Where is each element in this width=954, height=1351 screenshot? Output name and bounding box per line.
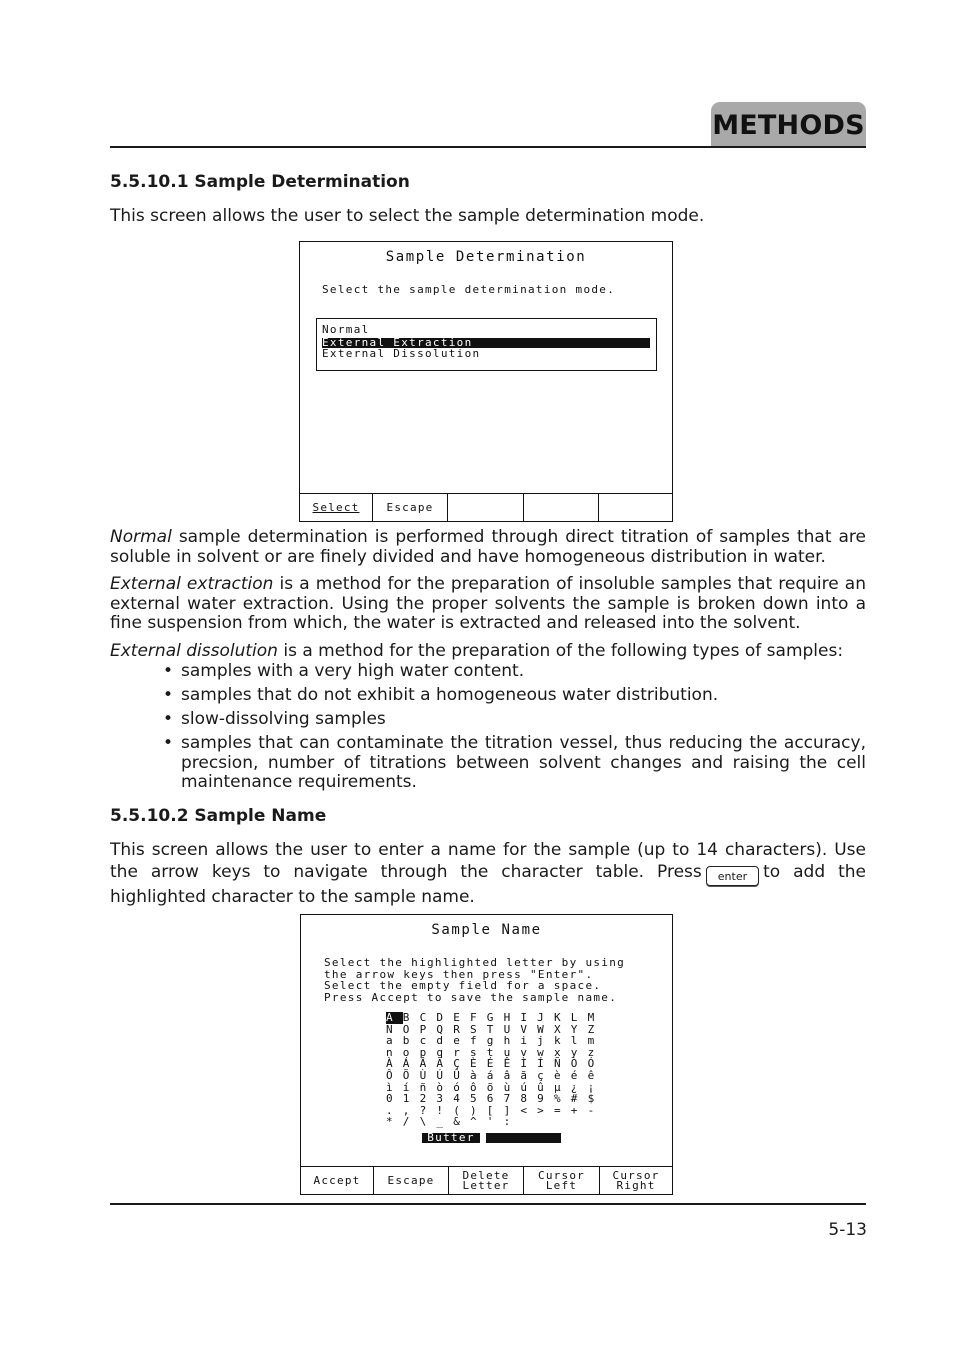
char-cell[interactable]: G <box>486 1011 494 1024</box>
char-cell[interactable]: M <box>587 1011 595 1024</box>
list-item: • samples that can contaminate the titration vessel, thus reducing the accuracy, precsion, number of titrations between solvent changes and raising the cell maintenance requirements. <box>160 734 866 793</box>
char-cell[interactable]: ) <box>469 1103 477 1117</box>
screen-prompt: Select the sample determination mode. <box>322 283 616 296</box>
char-cell[interactable]: O <box>402 1022 410 1036</box>
char-cell[interactable]: Û <box>453 1068 460 1082</box>
char-cell[interactable]: í <box>402 1080 410 1094</box>
char-cell[interactable]: y <box>570 1045 578 1059</box>
char-cell[interactable]: H <box>503 1011 511 1024</box>
section-heading-sample-name: 5.5.10.2 Sample Name <box>110 806 327 826</box>
screen-title: Sample Determination <box>385 249 587 265</box>
char-cell[interactable]: ] <box>503 1103 511 1117</box>
char-cell[interactable]: W <box>537 1022 544 1036</box>
char-cell[interactable]: è <box>553 1068 561 1082</box>
softkey-escape[interactable]: Escape <box>373 494 448 521</box>
softkey-accept[interactable]: Accept <box>301 1167 374 1194</box>
char-cell[interactable]: R <box>453 1022 460 1036</box>
char-cell[interactable]: A <box>386 1012 403 1024</box>
char-cell[interactable]: ^ <box>469 1115 477 1129</box>
char-cell[interactable]: K <box>553 1011 561 1024</box>
char-cell[interactable]: w <box>537 1045 544 1059</box>
char-cell[interactable]: l <box>570 1034 578 1048</box>
char-cell[interactable]: ô <box>469 1080 477 1094</box>
char-cell[interactable] <box>571 1116 588 1128</box>
char-cell[interactable] <box>520 1116 537 1128</box>
char-cell[interactable]: ! <box>436 1103 444 1117</box>
char-cell[interactable]: C <box>419 1011 427 1024</box>
char-cell[interactable]: ¿ <box>570 1080 578 1094</box>
softkey-escape[interactable]: Escape <box>374 1167 449 1194</box>
char-cell[interactable]: j <box>537 1034 544 1048</box>
para-extraction-text: is a method for the preparation of insoluble samples that require an external water extraction. Using the proper solvents the sample is broken down into a fine suspension from which, the water is extracted and released into the solvent. <box>110 574 866 633</box>
char-cell[interactable]: s <box>469 1045 477 1059</box>
page-number: 5-13 <box>828 1220 867 1240</box>
char-cell[interactable]: d <box>436 1034 444 1048</box>
softkey-4[interactable] <box>524 494 599 521</box>
softkey-select[interactable]: Select <box>300 494 373 521</box>
char-cell[interactable]: 5 <box>469 1092 477 1106</box>
softkey-3[interactable] <box>448 494 524 521</box>
char-cell[interactable]: ì <box>386 1080 393 1094</box>
char-cell[interactable]: m <box>587 1034 595 1048</box>
char-cell[interactable]: 6 <box>486 1092 494 1106</box>
sample-name-empty-field[interactable] <box>486 1133 561 1143</box>
screen-title: Sample Name <box>431 922 542 938</box>
char-cell[interactable]: 7 <box>503 1092 511 1106</box>
char-cell[interactable]: % <box>553 1092 561 1106</box>
char-cell[interactable]: Ì <box>520 1057 527 1071</box>
list-item-external-extraction[interactable]: External Extraction <box>322 338 650 348</box>
header-rule <box>110 146 866 148</box>
list-item-external-dissolution[interactable]: External Dissolution <box>322 347 481 360</box>
char-cell[interactable]: È <box>469 1057 477 1071</box>
char-cell[interactable]: Á <box>402 1057 410 1071</box>
char-cell[interactable]: 1 <box>402 1092 410 1106</box>
section1-intro: This screen allows the user to select the sample determination mode. <box>110 206 705 226</box>
softkey-5[interactable] <box>599 494 672 521</box>
char-cell[interactable]: À <box>386 1057 393 1071</box>
char-cell[interactable]: J <box>537 1011 544 1024</box>
intro-text: This screen allows the user to enter a name for the sample (up to 14 characters). Use the arrow keys to navigate through the character table. Press <box>110 840 866 882</box>
char-cell[interactable]: X <box>553 1022 561 1036</box>
char-cell[interactable]: > <box>537 1103 544 1117</box>
char-cell[interactable]: Y <box>570 1022 578 1036</box>
softkey-bar <box>301 1166 672 1194</box>
char-cell[interactable]: 3 <box>436 1092 444 1106</box>
char-cell[interactable]: v <box>520 1045 527 1059</box>
list-item: • slow-dissolving samples <box>160 710 866 730</box>
char-cell[interactable]: b <box>402 1034 410 1048</box>
char-cell[interactable]: - <box>587 1103 595 1117</box>
para-dissolution-text: is a method for the preparation of the following types of samples: <box>277 641 844 661</box>
char-cell[interactable]: ù <box>503 1080 511 1094</box>
softkey-cursor-left[interactable]: Cursor Left <box>524 1167 600 1194</box>
instruction-line: Select the empty field for a space. <box>324 979 602 993</box>
char-cell[interactable] <box>588 1116 605 1128</box>
char-cell[interactable]: Ó <box>587 1057 595 1071</box>
char-cell[interactable] <box>554 1116 571 1128</box>
char-cell[interactable]: Q <box>436 1022 444 1036</box>
char-cell[interactable]: < <box>520 1103 527 1117</box>
char-cell[interactable]: x <box>553 1045 561 1059</box>
char-cell[interactable]: = <box>553 1103 561 1117</box>
char-cell[interactable]: t <box>486 1045 494 1059</box>
char-cell[interactable]: # <box>570 1092 578 1106</box>
char-cell[interactable]: F <box>469 1011 477 1024</box>
char-cell[interactable]: Í <box>537 1057 544 1071</box>
char-cell[interactable]: P <box>419 1022 427 1036</box>
char-cell[interactable]: 0 <box>386 1092 393 1106</box>
char-cell[interactable]: V <box>520 1022 527 1036</box>
para-external-dissolution <box>110 642 866 662</box>
softkey-cursor-right[interactable]: Cursor Right <box>612 1168 660 1192</box>
char-cell[interactable]: z <box>587 1045 595 1059</box>
char-cell[interactable]: ò <box>436 1080 444 1094</box>
char-row <box>386 1070 604 1082</box>
screen-instructions <box>324 957 625 1003</box>
char-cell[interactable]: É <box>486 1057 494 1071</box>
list-item: • samples that do not exhibit a homogeneous water distribution. <box>160 686 866 706</box>
char-cell[interactable]: $ <box>587 1092 595 1106</box>
char-cell[interactable]: _ <box>436 1115 444 1129</box>
list-item-normal[interactable]: Normal <box>322 323 370 336</box>
char-cell[interactable]: k <box>553 1034 561 1048</box>
para-normal-text: sample determination is performed through direct titration of samples that are soluble in solvent or are finely divided and have homogeneous distribution in water. <box>110 527 866 567</box>
char-cell[interactable]: , <box>402 1103 410 1117</box>
char-cell[interactable]: ê <box>587 1068 595 1082</box>
char-cell[interactable]: & <box>453 1115 460 1129</box>
char-cell[interactable]: o <box>402 1045 410 1059</box>
char-cell[interactable]: Z <box>587 1022 595 1036</box>
char-cell[interactable]: E <box>453 1011 460 1024</box>
char-cell[interactable]: L <box>570 1011 578 1024</box>
char-cell[interactable]: U <box>503 1022 511 1036</box>
char-cell[interactable]: S <box>469 1022 477 1036</box>
char-cell[interactable]: \ <box>419 1115 427 1129</box>
section-heading-sample-determination: 5.5.10.1 Sample Determination <box>110 172 410 192</box>
char-cell[interactable]: á <box>486 1068 494 1082</box>
char-cell[interactable]: + <box>570 1103 578 1117</box>
char-cell[interactable]: N <box>386 1022 393 1036</box>
char-cell[interactable]: : <box>503 1115 511 1129</box>
char-cell[interactable]: ú <box>520 1080 527 1094</box>
section-tab-methods: METHODS <box>711 102 866 148</box>
footer-rule <box>110 1203 866 1205</box>
char-cell[interactable]: Ù <box>419 1068 427 1082</box>
para-external-extraction <box>110 575 866 634</box>
char-cell[interactable]: 2 <box>419 1092 427 1106</box>
char-cell[interactable]: B <box>402 1011 410 1024</box>
char-cell[interactable]: ñ <box>419 1080 427 1094</box>
sample-type-list <box>160 662 866 797</box>
sample-name-field[interactable]: Butter <box>422 1133 480 1143</box>
char-cell[interactable]: Ç <box>453 1057 460 1071</box>
char-cell[interactable]: u <box>503 1045 511 1059</box>
char-cell[interactable]: e <box>453 1034 460 1048</box>
mode-listbox[interactable] <box>316 318 657 371</box>
char-cell[interactable]: Ô <box>386 1068 393 1082</box>
char-cell[interactable]: µ <box>553 1080 561 1094</box>
char-row <box>386 1116 604 1128</box>
char-cell[interactable]: 4 <box>453 1092 460 1106</box>
section2-intro <box>110 839 866 908</box>
char-cell[interactable]: û <box>537 1080 544 1094</box>
char-cell[interactable]: q <box>436 1045 444 1059</box>
char-cell[interactable]: Ñ <box>553 1057 561 1071</box>
char-cell[interactable]: é <box>570 1068 578 1082</box>
char-cell[interactable]: / <box>402 1115 410 1129</box>
softkey-delete-letter[interactable]: Delete Letter <box>449 1167 524 1194</box>
char-row <box>386 1093 604 1105</box>
char-cell[interactable]: c <box>419 1034 427 1048</box>
char-cell[interactable]: õ <box>486 1080 494 1094</box>
char-cell[interactable]: 9 <box>537 1092 544 1106</box>
char-cell[interactable]: Ò <box>570 1057 578 1071</box>
char-cell[interactable]: ' <box>486 1115 494 1129</box>
char-cell[interactable]: â <box>503 1068 511 1082</box>
enter-key-icon: enter <box>706 866 759 886</box>
char-cell[interactable]: T <box>486 1022 494 1036</box>
term-normal: Normal <box>110 527 172 547</box>
character-table <box>386 1012 604 1128</box>
char-cell[interactable] <box>537 1116 554 1128</box>
char-cell[interactable]: Ã <box>436 1057 444 1071</box>
char-cell[interactable]: Â <box>419 1057 427 1071</box>
sample-determination-screen <box>299 241 673 522</box>
para-normal <box>110 528 866 567</box>
char-cell[interactable]: D <box>436 1011 444 1024</box>
term-external-extraction: External extraction <box>110 574 274 594</box>
softkey-bar <box>300 493 672 521</box>
char-cell[interactable]: ( <box>453 1103 460 1117</box>
char-cell[interactable]: ç <box>537 1068 544 1082</box>
char-cell[interactable]: [ <box>486 1103 494 1117</box>
char-cell[interactable]: Ê <box>503 1057 511 1071</box>
char-row <box>386 1012 604 1024</box>
instruction-line: the arrow keys then press "Enter". <box>324 967 594 981</box>
char-cell[interactable]: n <box>386 1045 393 1059</box>
term-external-dissolution: External dissolution <box>110 641 278 661</box>
char-cell[interactable]: ? <box>419 1103 427 1117</box>
char-cell[interactable]: ã <box>520 1068 527 1082</box>
intro-text-cont: to add the highlighted character to the sample name. <box>110 862 866 907</box>
instruction-line: Select the highlighted letter by using <box>324 956 626 969</box>
char-row <box>386 1105 604 1117</box>
instruction-line: Press Accept to save the sample name. <box>324 990 618 1004</box>
char-cell[interactable]: r <box>453 1045 460 1059</box>
char-cell[interactable]: f <box>469 1034 477 1048</box>
char-cell[interactable]: Õ <box>402 1068 410 1082</box>
sample-name-screen <box>300 914 673 1195</box>
char-cell[interactable]: * <box>386 1115 393 1129</box>
char-cell[interactable]: g <box>486 1034 494 1048</box>
char-cell[interactable]: h <box>503 1034 511 1048</box>
char-cell[interactable]: . <box>386 1103 393 1117</box>
char-cell[interactable]: i <box>520 1034 527 1048</box>
char-cell[interactable]: I <box>520 1011 527 1024</box>
char-cell[interactable]: 8 <box>520 1092 527 1106</box>
char-cell[interactable]: Ú <box>436 1068 444 1082</box>
char-cell[interactable]: à <box>469 1068 477 1082</box>
char-cell[interactable]: ¡ <box>587 1080 595 1094</box>
char-cell[interactable]: ó <box>453 1080 460 1094</box>
list-item: • samples with a very high water content. <box>160 662 866 682</box>
char-cell[interactable]: a <box>386 1034 393 1048</box>
char-cell[interactable]: p <box>419 1045 427 1059</box>
